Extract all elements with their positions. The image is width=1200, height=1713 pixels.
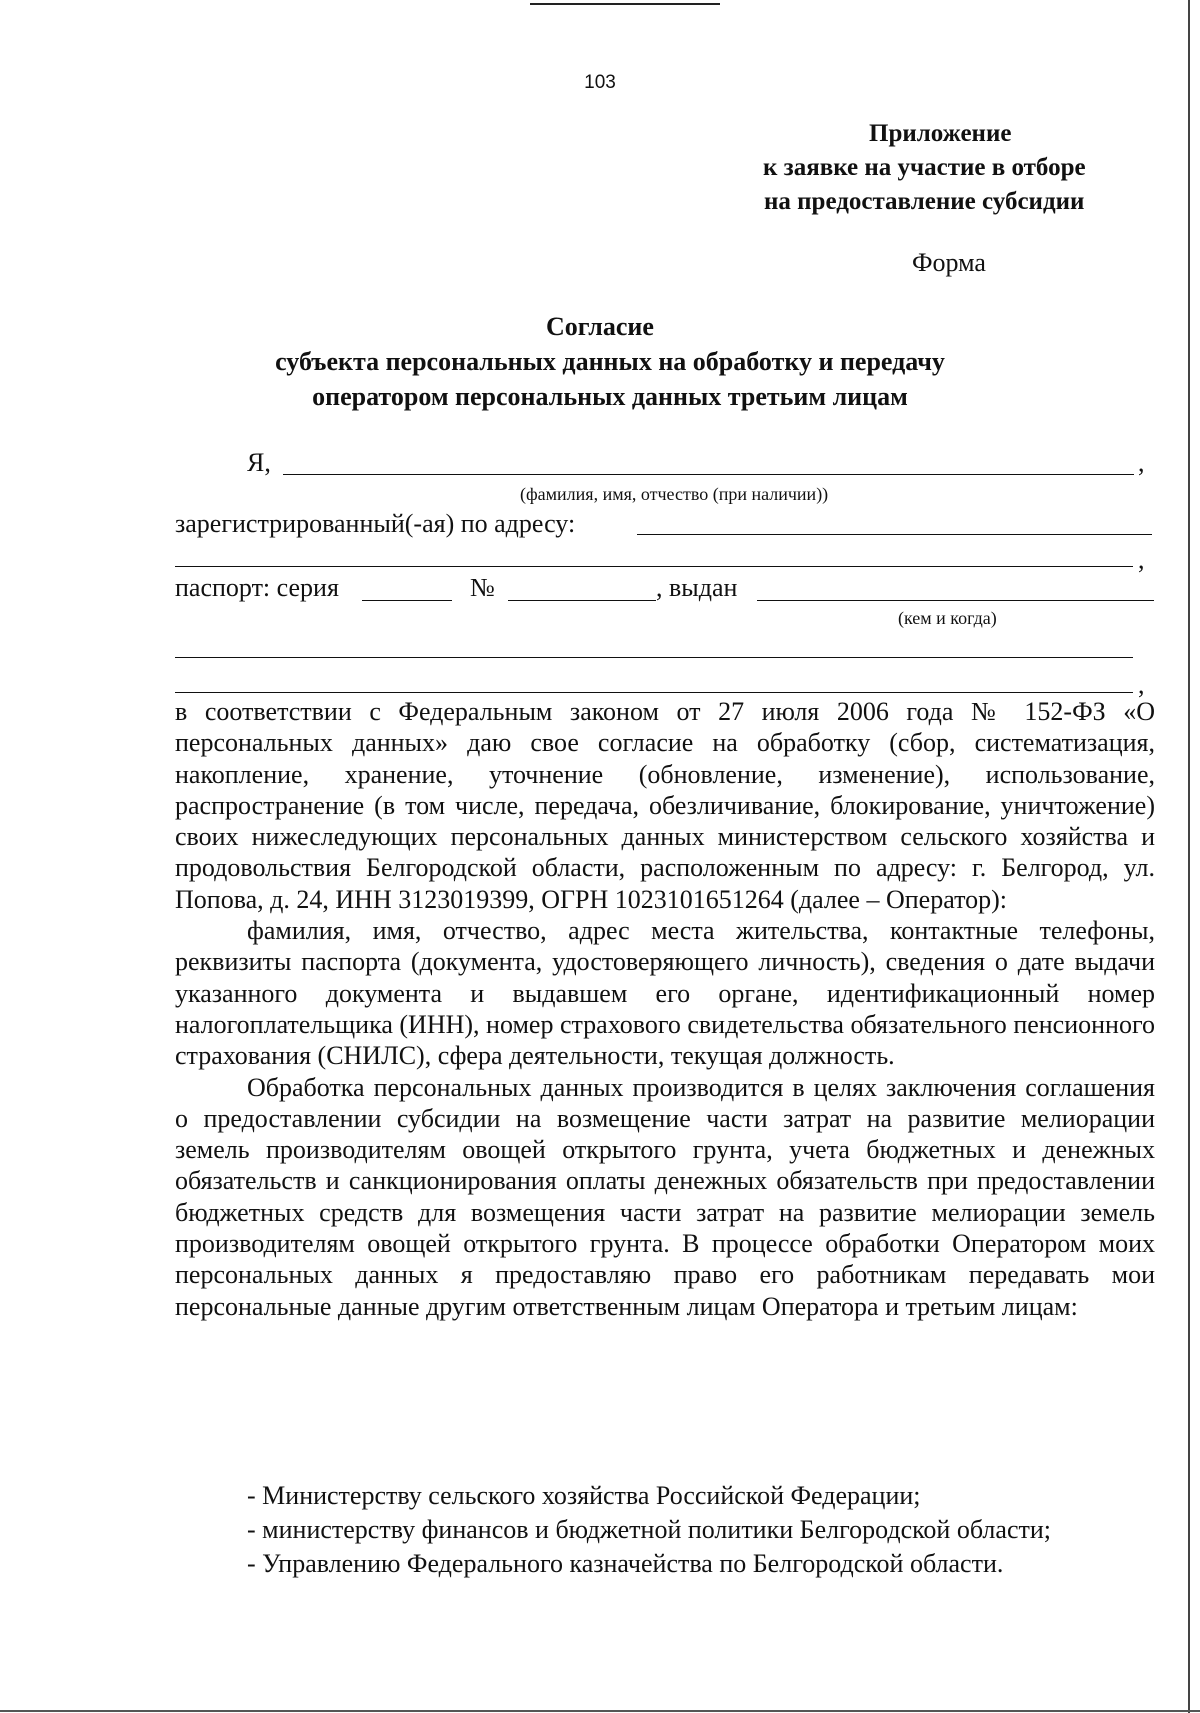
issued-line (757, 600, 1154, 601)
data-list-paragraph: фамилия, имя, отчество, адрес места жительства, контактные телефоны, реквизиты паспорта (документа, удостоверяющего личность), сведения о дате выдачи указанного документа и выдавшем его органе, идентификационный номер налогоплательщика (ИНН), номер страхового свидетельства обязательного пенсионного страхования (СНИЛС), сфера деятельности, текущая должность. (175, 916, 1155, 1071)
number-sign: № (470, 573, 495, 602)
recipients-list (247, 1479, 1051, 1581)
appendix-line-3: на предоставление субсидии (764, 188, 1085, 215)
appendix-line-1: Приложение (869, 120, 1012, 147)
fio-caption: (фамилия, имя, отчество (при наличии)) (520, 484, 829, 504)
form-label: Форма (912, 248, 986, 277)
address-line-1 (637, 534, 1152, 535)
issued-line-2 (175, 657, 1133, 658)
fio-comma: , (1138, 448, 1145, 477)
recipient-item: - Министерству сельского хозяйства Российской Федерации; (247, 1481, 921, 1510)
scan-right-edge (1188, 0, 1190, 1713)
fio-line (283, 474, 1134, 475)
address-label: зарегистрированный(-ая) по адресу: (175, 509, 576, 538)
appendix-line-2: к заявке на участие в отборе (763, 154, 1086, 181)
scan-top-mark (530, 3, 720, 5)
document-subtitle-line-2: оператором персональных данных третьим лицам (312, 382, 908, 411)
recipient-item: - министерству финансов и бюджетной политики Белгородской области; (247, 1515, 1051, 1544)
issued-caption: (кем и когда) (898, 608, 997, 628)
address-comma: , (1138, 545, 1145, 574)
passport-number-line (508, 600, 656, 601)
issued-line-3 (175, 692, 1133, 693)
ya-label: Я, (247, 448, 271, 477)
issued-label: , выдан (656, 573, 738, 602)
passport-label: паспорт: серия (175, 573, 339, 602)
document-subtitle-line-1: субъекта персональных данных на обработку и передачу (275, 347, 945, 376)
document-title: Согласие (546, 312, 654, 341)
consent-body (175, 696, 1155, 1322)
scan-bottom-edge (0, 1710, 1200, 1712)
passport-series-line (362, 600, 452, 601)
consent-paragraph-1: в соответствии с Федеральным законом от 27 июля 2006 года № 152-ФЗ «О персональных данных» даю свое согласие на обработку (сбор, систематизация, накопление, хранение, уточнение (обновление, изменение), использование, распространение (в том числе, передача, обезличивание, блокирование, уничтожение) своих нижеследующих персональных данных министерством сельского хозяйства и продовольствия Белгородской области, расположенным по адресу: г. Белгород, ул. Попова, д. 24, ИНН 3123019399, ОГРН 1023101651264 (далее – Оператор): (175, 697, 1155, 914)
issued-comma: , (1138, 670, 1145, 699)
page-number: 103 (584, 72, 616, 93)
purpose-paragraph: Обработка персональных данных производится в целях заключения соглашения о предоставлении субсидии на возмещение части затрат на развитие мелиорации земель производителям овощей открытого грунта, учета бюджетных и денежных обязательств и санкционирования оплаты денежных обязательств при предоставлении бюджетных средств для возмещения части затрат на развитие мелиорации земель производителям овощей открытого грунта. В процессе обработки Оператором моих персональных данных я предоставляю право его работникам передавать мои персональные данные другим ответственным лицам Оператора и третьим лицам: (175, 1072, 1155, 1321)
address-line-2 (175, 566, 1133, 567)
recipient-item: - Управлению Федерального казначейства по Белгородской области. (247, 1549, 1004, 1578)
